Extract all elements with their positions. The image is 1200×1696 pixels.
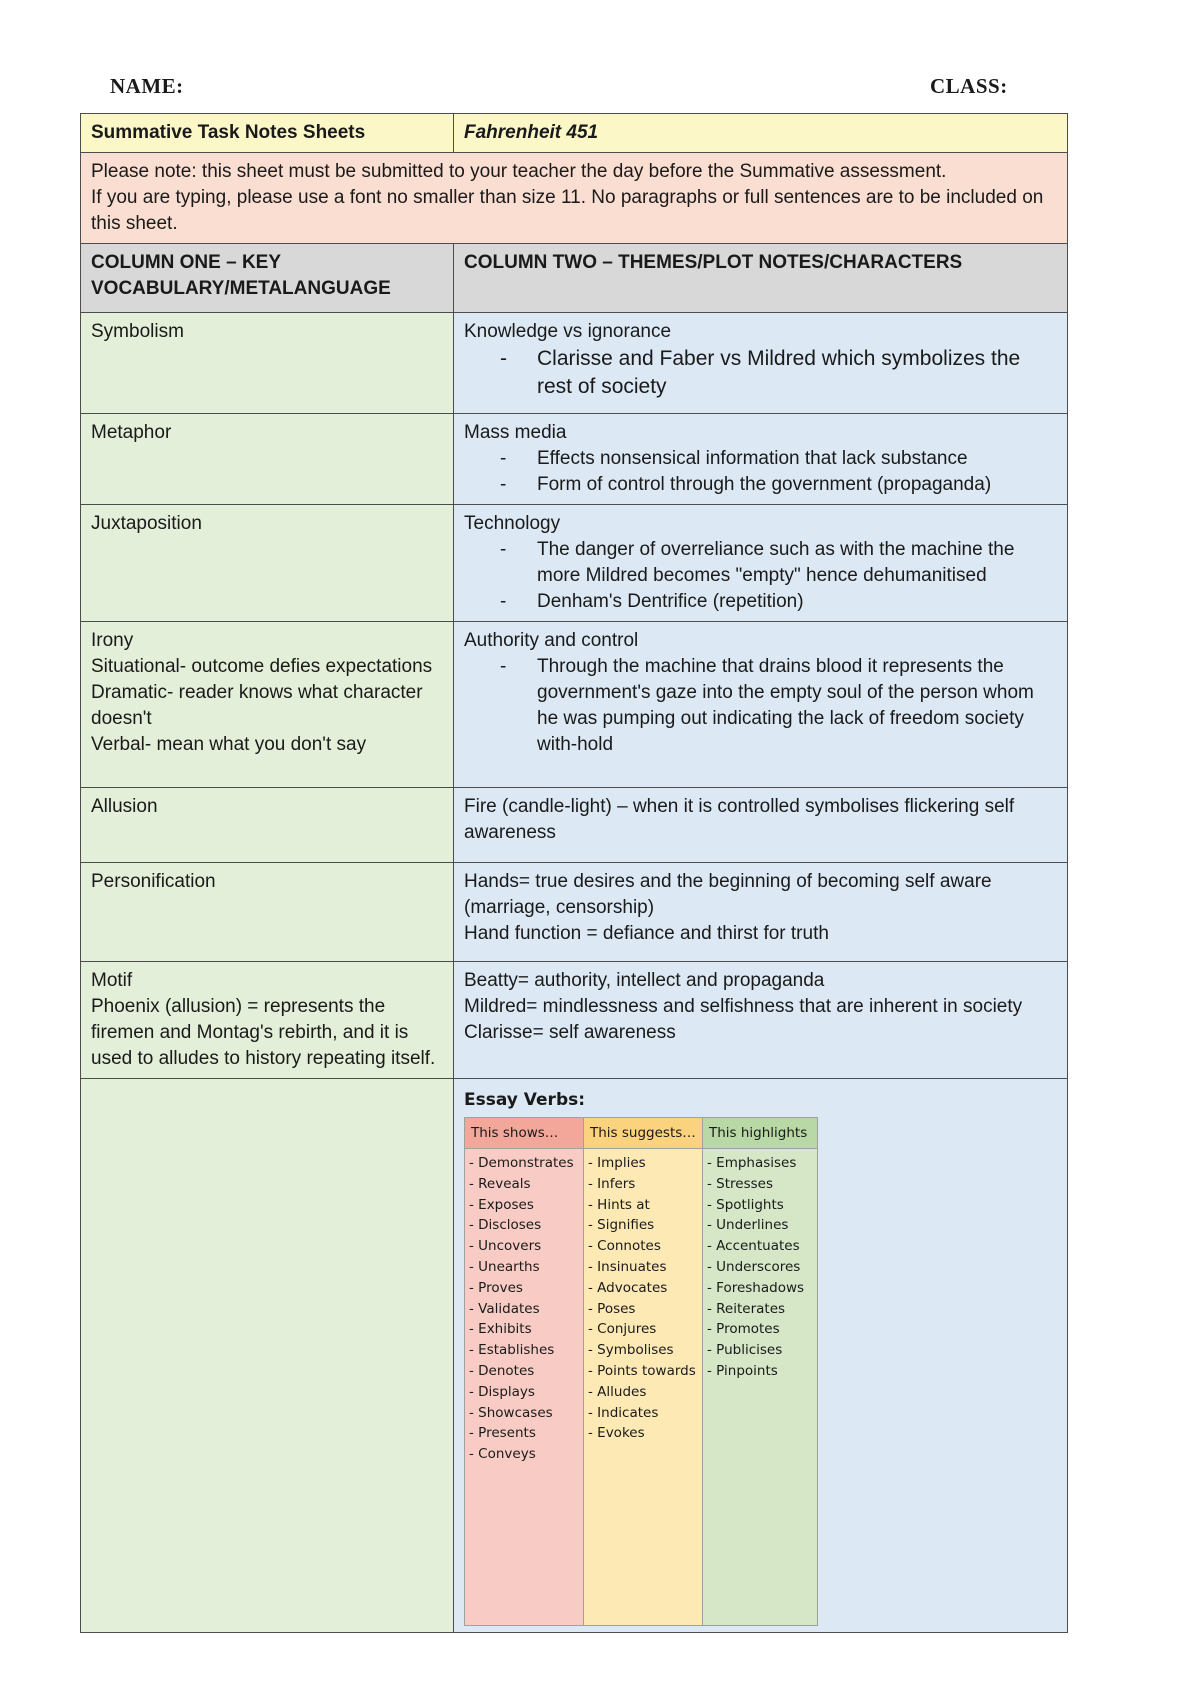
verb-item: - Pinpoints	[707, 1362, 778, 1379]
character-note: Beatty= authority, intellect and propaganda	[464, 970, 825, 991]
notes-sheet-table	[80, 113, 1068, 1633]
theme-note: Hand function = defiance and thirst for truth	[464, 923, 829, 944]
verb-item: - Uncovers	[469, 1238, 542, 1255]
bullet-item: - Effects nonsensical information that lack substance	[537, 446, 1057, 472]
verb-item: - Validates	[469, 1300, 540, 1317]
verb-item: - Accentuates	[707, 1238, 800, 1255]
highlights-header: This highlights	[703, 1118, 818, 1149]
notes-cell	[454, 414, 1068, 505]
essay-verbs-cell	[454, 1079, 1068, 1633]
essay-verbs-title: Essay Verbs:	[464, 1090, 586, 1110]
table-row	[81, 622, 1068, 788]
task-title: Summative Task Notes Sheets	[81, 114, 454, 153]
shows-header: This shows…	[465, 1118, 584, 1149]
verb-item: - Exhibits	[469, 1321, 532, 1338]
verb-item: - Conjures	[588, 1321, 657, 1338]
notes-cell	[454, 962, 1068, 1079]
verb-item: - Discloses	[469, 1217, 542, 1234]
vocab-cell	[81, 788, 454, 863]
notes-cell	[454, 505, 1068, 622]
vocab-detail: Phoenix (allusion) = represents the firemen and Montag's rebirth, and it is used to alludes to history repeating itself.	[91, 996, 436, 1069]
verb-item: - Underlines	[707, 1217, 789, 1234]
table-row	[81, 313, 1068, 414]
vocab-term: Motif	[91, 970, 133, 991]
title-row	[81, 114, 1068, 153]
verb-item: - Points towards	[588, 1362, 696, 1379]
verb-item: - Symbolises	[588, 1342, 674, 1359]
verb-item: - Infers	[588, 1175, 636, 1192]
vocab-term: Juxtaposition	[91, 513, 202, 534]
verb-item: - Signifies	[588, 1217, 655, 1234]
verb-item: - Exposes	[469, 1196, 534, 1213]
table-row	[81, 788, 1068, 863]
verb-item: - Showcases	[469, 1404, 553, 1421]
verb-item: - Proves	[469, 1279, 523, 1296]
vocab-detail: Verbal- mean what you don't say	[91, 734, 367, 755]
note-line-1: Please note: this sheet must be submitted to your teacher the day before the Summative assessment.	[91, 161, 947, 182]
suggests-column	[584, 1149, 703, 1626]
highlights-column	[703, 1149, 818, 1626]
vocab-cell	[81, 414, 454, 505]
suggests-header: This suggests…	[584, 1118, 703, 1149]
column-one-header: COLUMN ONE – KEY VOCABULARY/METALANGUAGE	[81, 244, 454, 313]
verb-item: - Emphasises	[707, 1155, 797, 1171]
verb-item: - Reveals	[469, 1175, 531, 1192]
note-row	[81, 153, 1068, 244]
theme-heading: Knowledge vs ignorance	[464, 321, 672, 342]
verb-item: - Implies	[588, 1155, 646, 1171]
vocab-term: Irony	[91, 630, 134, 651]
bullet-list	[464, 446, 1057, 498]
verb-item: - Establishes	[469, 1342, 555, 1359]
verb-item: - Unearths	[469, 1258, 540, 1275]
name-label: NAME:	[110, 74, 184, 98]
vocab-cell	[81, 622, 454, 788]
table-row	[81, 863, 1068, 962]
notes-cell	[454, 313, 1068, 414]
character-note: Mildred= mindlessness and selfishness that are inherent in society	[464, 996, 1023, 1017]
verb-item: - Alludes	[588, 1383, 647, 1400]
theme-heading: Mass media	[464, 422, 567, 443]
verb-item: - Reiterates	[707, 1300, 786, 1317]
note-cell	[81, 153, 1068, 244]
column-header-row	[81, 244, 1068, 313]
class-label: CLASS:	[930, 74, 1008, 98]
vocab-cell	[81, 962, 454, 1079]
verb-item: - Demonstrates	[469, 1155, 574, 1171]
column-two-header: COLUMN TWO – THEMES/PLOT NOTES/CHARACTERS	[454, 244, 1068, 313]
notes-cell	[454, 863, 1068, 962]
notes-cell	[454, 788, 1068, 863]
bullet-item: - Form of control through the government (propaganda)	[537, 472, 1057, 498]
verb-item: - Underscores	[707, 1258, 801, 1275]
essay-verbs-row	[81, 1079, 1068, 1633]
verb-item: - Hints at	[588, 1196, 650, 1213]
vocab-term: Symbolism	[91, 321, 184, 342]
verb-item: - Stresses	[707, 1175, 773, 1192]
shows-column	[465, 1149, 584, 1626]
verb-item: - Advocates	[588, 1279, 668, 1296]
theme-heading: Technology	[464, 513, 561, 534]
bullet-list	[464, 345, 1057, 401]
bullet-list	[464, 654, 1057, 758]
vocab-term: Metaphor	[91, 422, 172, 443]
theme-heading: Authority and control	[464, 630, 639, 651]
table-row	[81, 962, 1068, 1079]
character-note: Clarisse= self awareness	[464, 1022, 676, 1043]
vocab-term: Personification	[91, 871, 216, 892]
table-row	[81, 505, 1068, 622]
bullet-item: - Clarisse and Faber vs Mildred which symbolizes the rest of society	[537, 345, 1057, 401]
bullet-list	[464, 537, 1057, 615]
verb-item: - Denotes	[469, 1362, 535, 1379]
vocab-cell	[81, 313, 454, 414]
verb-item: - Foreshadows	[707, 1279, 805, 1296]
essay-verbs-table	[464, 1117, 818, 1626]
notes-cell	[454, 622, 1068, 788]
verb-item: - Publicises	[707, 1342, 783, 1359]
verb-item: - Presents	[469, 1425, 536, 1442]
vocab-cell	[81, 505, 454, 622]
book-title: Fahrenheit 451	[454, 114, 1068, 153]
vocab-detail: Situational- outcome defies expectations	[91, 656, 433, 677]
theme-note: Hands= true desires and the beginning of becoming self aware (marriage, censorship)	[464, 871, 992, 918]
verb-item: - Conveys	[469, 1446, 536, 1463]
vocab-detail: Dramatic- reader knows what character doesn't	[91, 682, 423, 729]
vocab-term: Allusion	[91, 796, 158, 817]
bullet-item: - Through the machine that drains blood it represents the government's gaze into the empty soul of the person whom he was pumping out indicating the lack of freedom society with-hold	[537, 654, 1057, 758]
verb-item: - Evokes	[588, 1425, 645, 1442]
bullet-item: - The danger of overreliance such as with the machine the more Mildred becomes "empty" hence dehumanitised	[537, 537, 1057, 589]
empty-vocab-cell	[81, 1079, 454, 1633]
verb-item: - Insinuates	[588, 1258, 667, 1275]
verb-item: - Indicates	[588, 1404, 659, 1421]
verb-item: - Connotes	[588, 1238, 661, 1255]
note-line-2: If you are typing, please use a font no smaller than size 11. No paragraphs or full sentences are to be included on this sheet.	[91, 187, 1044, 234]
verb-item: - Displays	[469, 1383, 535, 1400]
verb-item: - Promotes	[707, 1321, 780, 1338]
verb-item: - Poses	[588, 1300, 636, 1317]
verb-item: - Spotlights	[707, 1196, 784, 1213]
theme-note: Fire (candle-light) – when it is controlled symbolises flickering self awareness	[464, 796, 1015, 843]
table-row	[81, 414, 1068, 505]
bullet-item: - Denham's Dentrifice (repetition)	[537, 589, 1057, 615]
vocab-cell	[81, 863, 454, 962]
